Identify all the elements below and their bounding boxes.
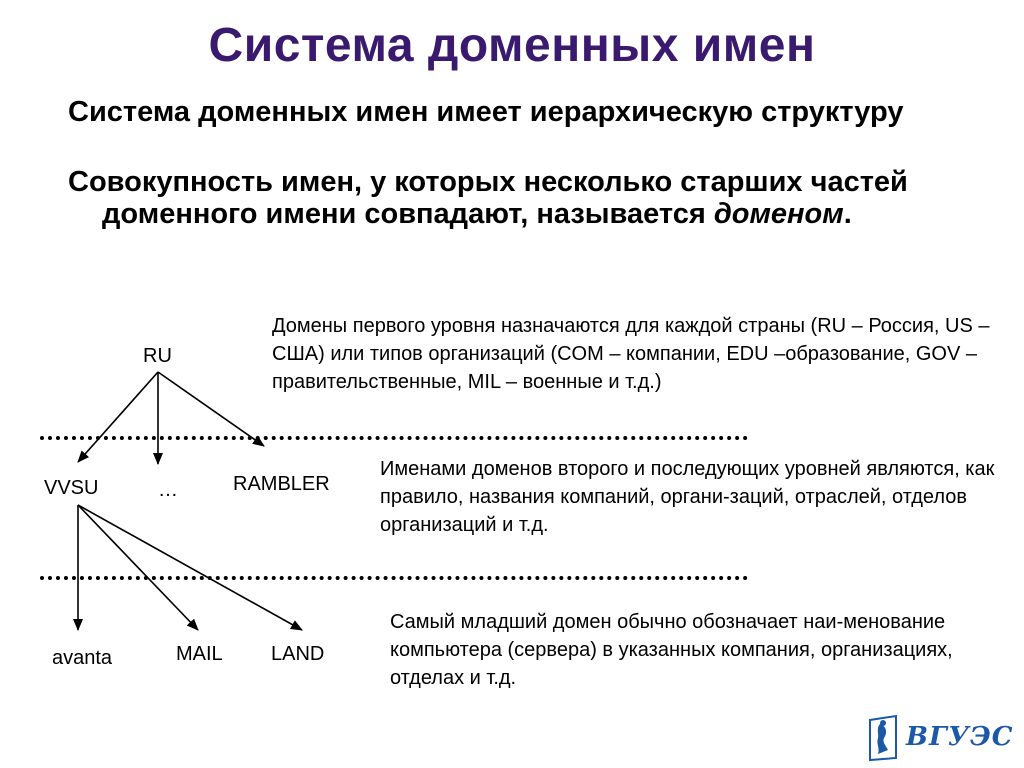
bullet-domain-period: .: [843, 198, 852, 230]
arrow-vvsu-mail: [78, 505, 198, 630]
arrow-ru-vvsu: [78, 372, 158, 462]
slide-title: Система доменных имен: [208, 19, 816, 72]
note-second-level-domains: Именами доменов второго и последующих уровней являются, как правило, названия компаний, органи-заций, отраслей, отделов организаций и т.д.: [380, 458, 995, 536]
university-emblem-icon: [866, 714, 902, 762]
tree-node-avanta: avanta: [52, 647, 113, 669]
logo-text: ВГУЭС: [906, 722, 1014, 752]
tree-node-ru: RU: [143, 345, 172, 367]
tree-node-land: LAND: [271, 643, 325, 665]
arrow-vvsu-land: [78, 505, 302, 630]
tree-node-mail: MAIL: [176, 643, 223, 665]
tree-node-vvsu: VVSU: [44, 477, 99, 499]
tree-node-rambler: RAMBLER: [233, 473, 330, 495]
bullet-hierarchy: Система доменных имен имеет иерархическую структуру: [68, 96, 904, 128]
university-logo: [866, 714, 1014, 762]
tree-node-ellipsis: …: [158, 479, 178, 501]
bullet-domain-text: Совокупность имен, у которых несколько старших частей доменного имени совпадают, называется: [68, 166, 908, 230]
bullet-domain-term: доменом: [713, 198, 844, 230]
note-lowest-level-domain: Самый младший домен обычно обозначает наи-менование компьютера (сервера) в указанных компания, организациях, отделах и т.д.: [390, 611, 953, 689]
arrow-ru-rambler: [158, 372, 264, 446]
note-first-level-domains: Домены первого уровня назначаются для каждой страны (RU – Россия, US – США) или типов организаций (COM – компании, EDU –образование, GOV – правительственные, MIL – военные и т.д.): [272, 315, 990, 393]
